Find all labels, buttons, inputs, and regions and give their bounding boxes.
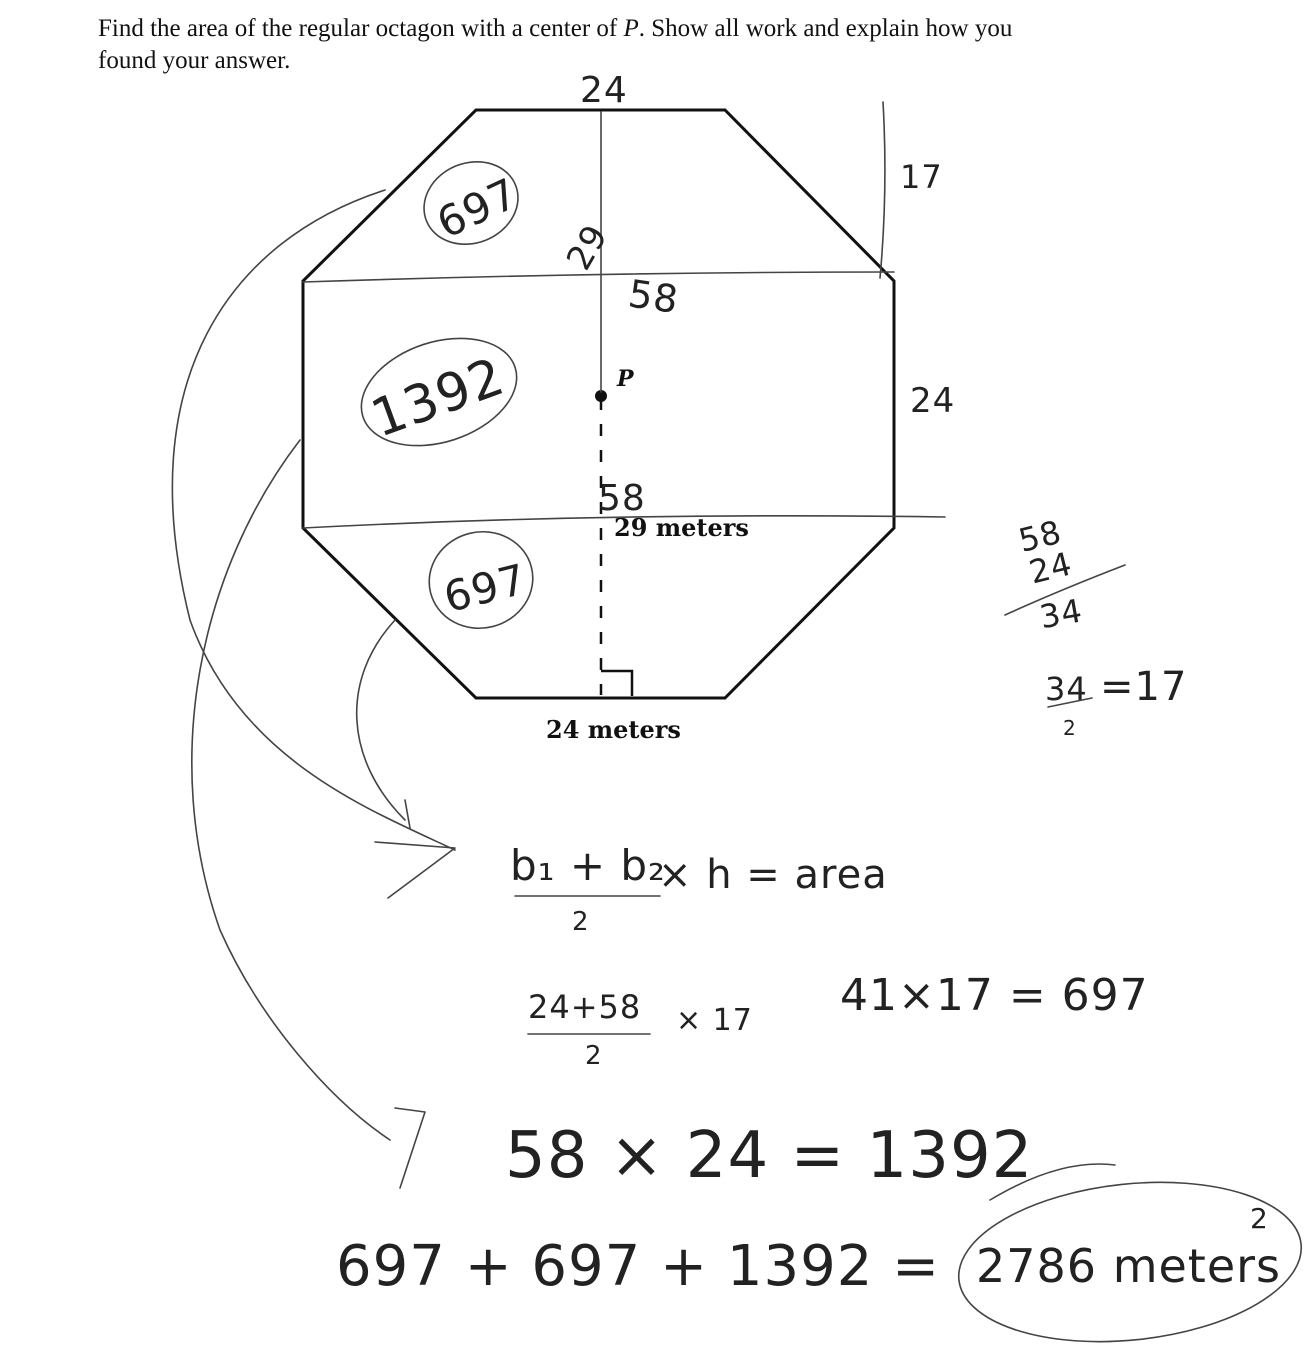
arrow-curve-1 <box>172 190 455 850</box>
formula-numerator: b₁ + b₂ <box>510 841 666 890</box>
calc-denominator: 2 <box>585 1041 603 1071</box>
calc-numerator: 24+58 <box>528 988 642 1026</box>
region-mid-value: 1392 <box>363 346 513 450</box>
top-apothem-note: 29 <box>559 217 617 277</box>
apothem-label: 29 meters <box>614 513 749 542</box>
right-side-note: 24 <box>910 381 956 421</box>
calc-times: × 17 <box>676 1003 753 1038</box>
width-mid-note: 58 <box>598 478 646 519</box>
formula-rest: × h = area <box>658 852 888 898</box>
pencil-top-divider <box>303 272 894 282</box>
total-sum: 697 + 697 + 1392 = <box>336 1234 941 1299</box>
center-label: P <box>617 366 634 392</box>
rectangle-calc: 58 × 24 = 1392 <box>505 1119 1034 1193</box>
final-exponent: 2 <box>1250 1202 1269 1235</box>
final-answer: 2786 meters <box>976 1239 1282 1293</box>
question-line-1: Find the area of the regular octagon with a center of P. Show all work and explain how you <box>98 15 1013 42</box>
arrow-curve-3 <box>357 620 405 820</box>
region-top-value: 697 <box>429 168 526 248</box>
formula-denominator: 2 <box>572 907 590 937</box>
calc-result: 41×17 = 697 <box>840 970 1149 1021</box>
top-side-note: 24 <box>580 70 628 111</box>
region-bottom-value: 697 <box>439 554 532 622</box>
subtract-top: 58 <box>1014 512 1066 560</box>
arrow-curve-2 <box>192 440 390 1140</box>
side-length-label: 24 meters <box>546 715 681 744</box>
question-line-2: found your answer. <box>98 47 291 74</box>
pencil-height-line <box>880 102 885 278</box>
width-top-note: 58 <box>625 271 682 323</box>
arrow-head-1 <box>375 800 455 898</box>
halve-result: =17 <box>1100 664 1188 710</box>
halve-numerator: 34 <box>1045 670 1088 708</box>
subtract-bottom: 24 <box>1025 544 1077 592</box>
right-angle-mark <box>601 671 632 696</box>
subtract-result: 34 <box>1036 591 1086 637</box>
slant-height-note: 17 <box>900 158 943 196</box>
halve-denominator: 2 <box>1063 716 1077 740</box>
arrow-head-2 <box>395 1108 425 1188</box>
